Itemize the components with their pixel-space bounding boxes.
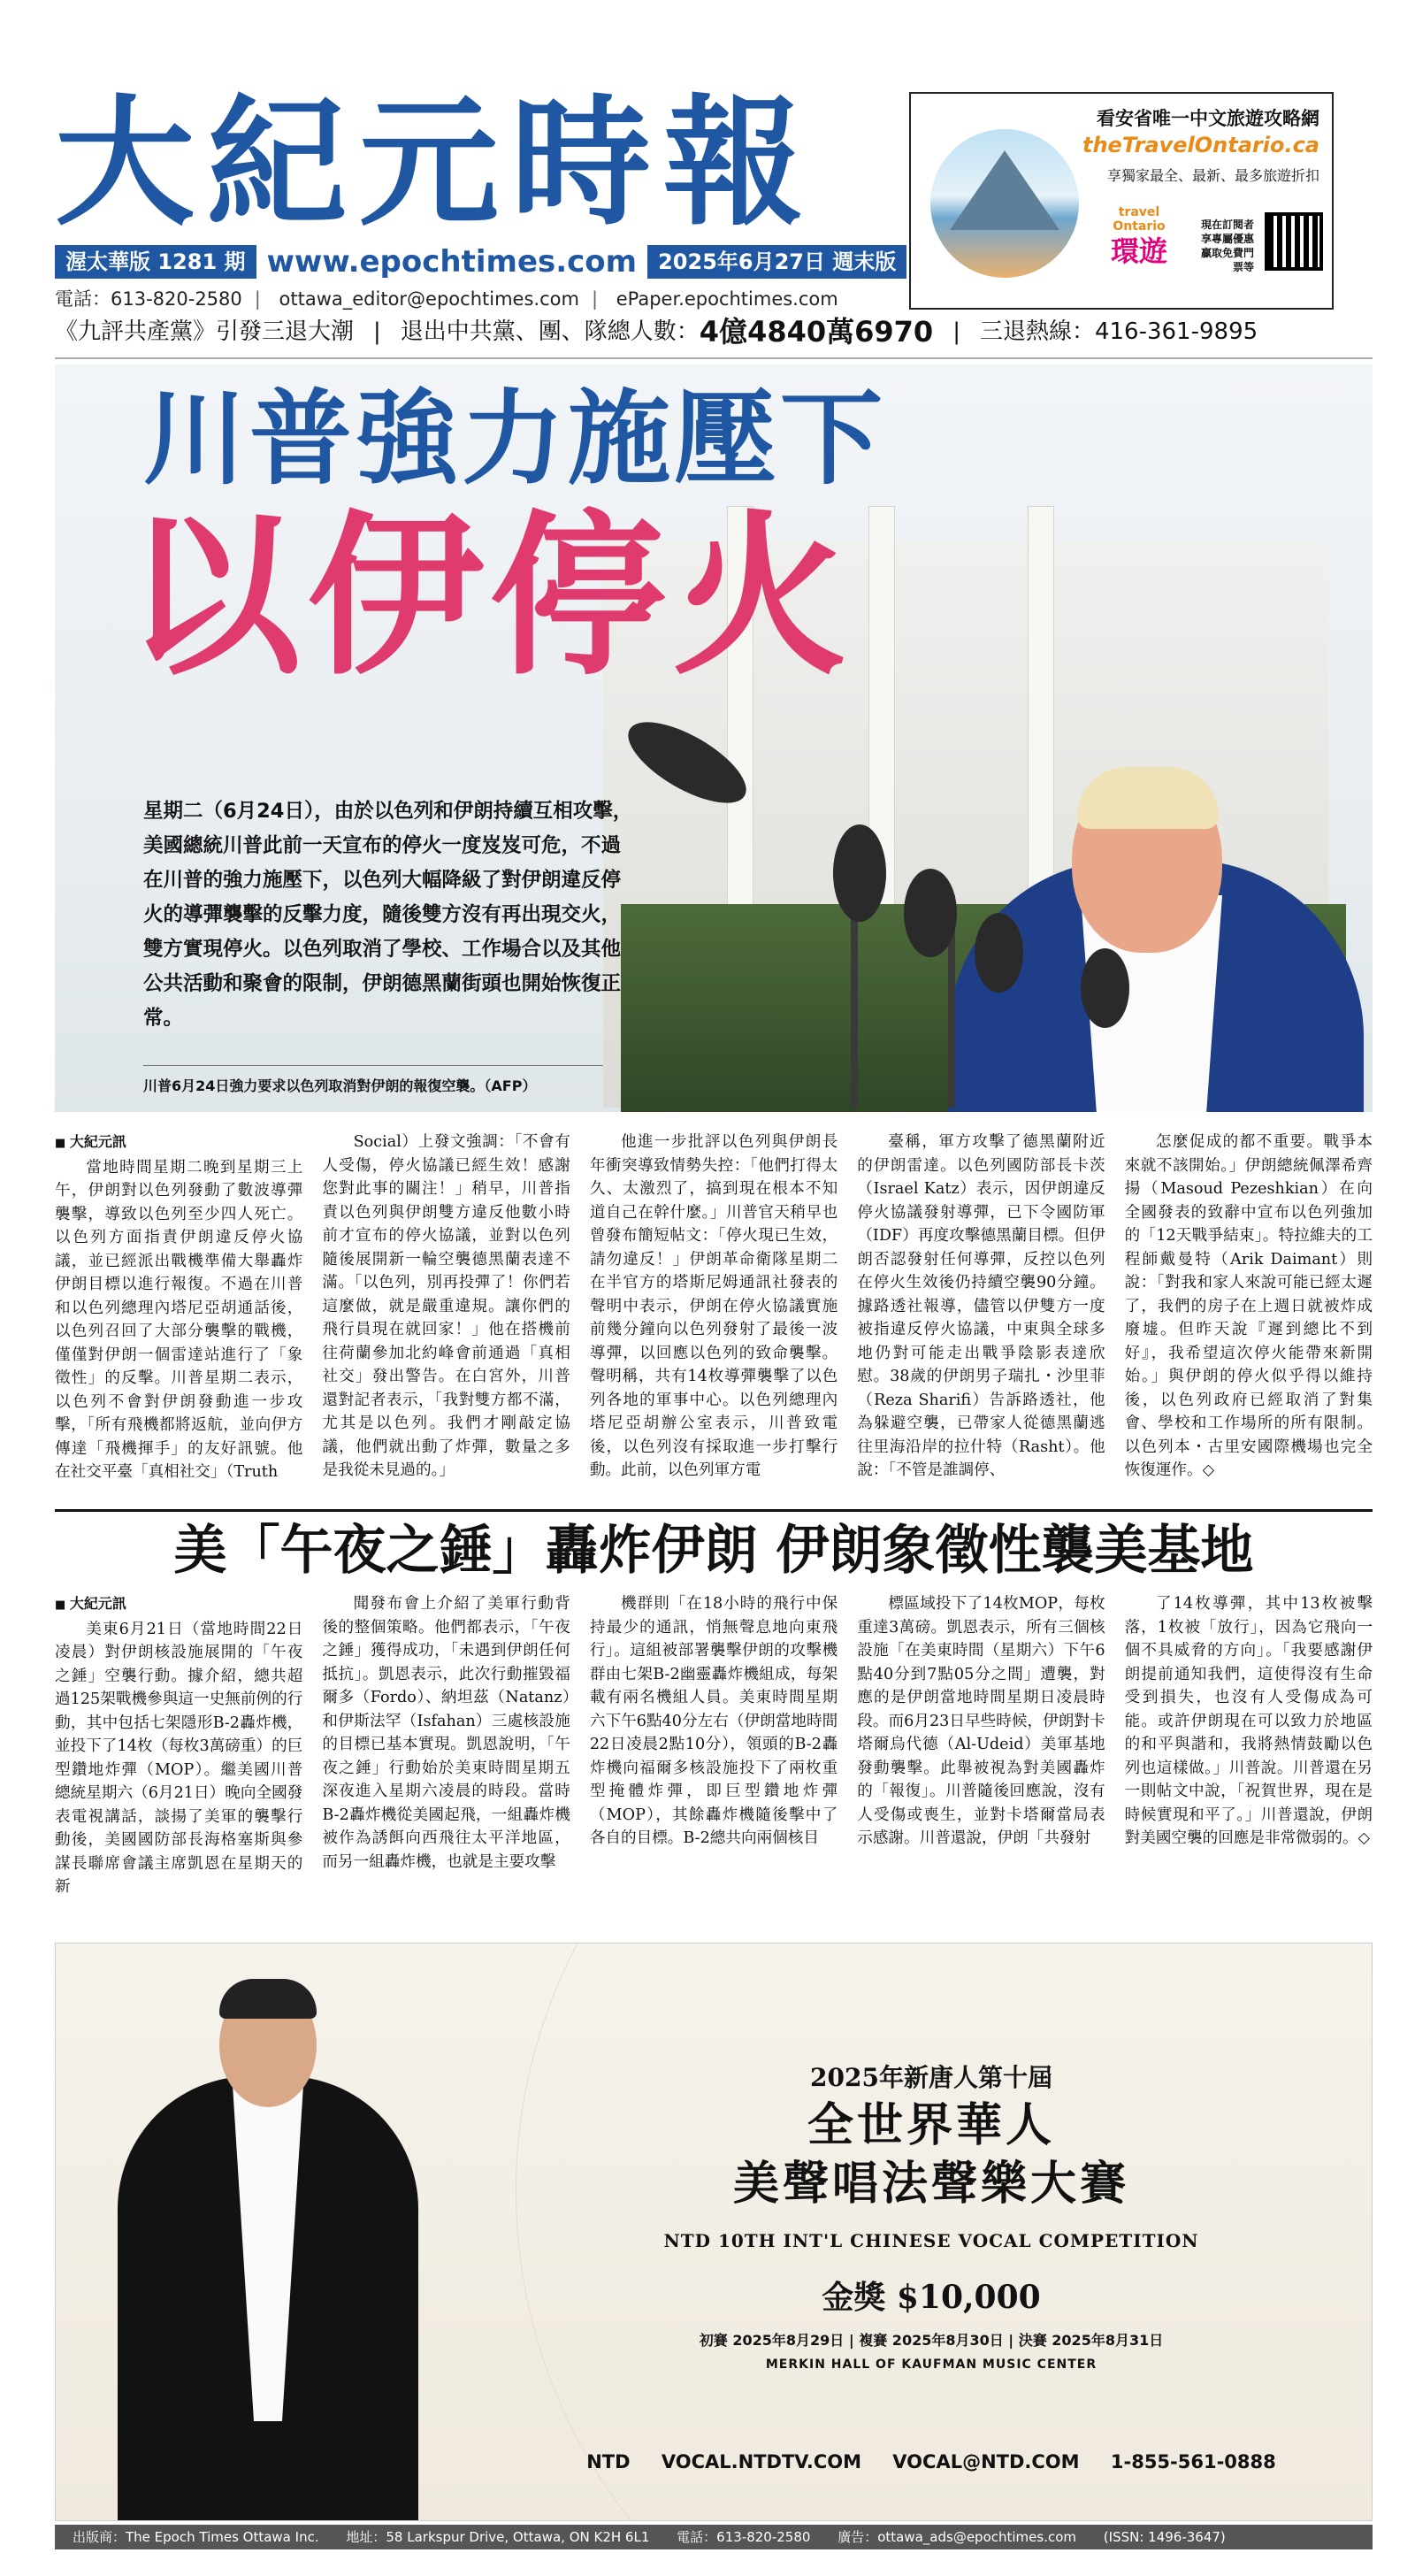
contact-email[interactable]: ottawa_editor@epochtimes.com: [279, 288, 579, 310]
divider: [55, 1509, 1373, 1512]
footer-issn: (ISSN: 1496-3647): [1103, 2529, 1226, 2545]
masthead-info-bar: [55, 244, 897, 280]
vocal-competition-ad[interactable]: [55, 1943, 1373, 2521]
contact-epaper[interactable]: ePaper.epochtimes.com: [616, 288, 838, 310]
ad-site-link[interactable]: theTravelOntario.ca: [1082, 133, 1319, 157]
lede-paragraph: 星期二（6月24日），由於以色列和伊朗持續互相攻擊，美國總統川普此前一天宣布的停火一度岌岌可危，不過在川普的強力施壓下，以色列大幅降級了對伊朗違反停火的導彈襲擊的反擊力度，隨後雙方沒有再出現交火，雙方實現停火。以色列取消了學校、工作場合以及其他公共活動和聚會的限制，伊朗德黑蘭街頭也開始恢復正常。: [143, 800, 633, 1030]
article-2-column-4: 標區域投下了14枚MOP，每枚重達3萬磅。凱恩表示，所有三個核設施「在美東時間（星期六）下午6點40分到7點05分之間」遭襲，對應的是伊朗當地時間星期日凌晨時段。而6月23日早些時候，伊朗對卡塔爾烏代德（Al-Udeid）美軍基地發動襲擊。此舉被視為對美國轟炸的「報復」。川普隨後回應說，沒有人受傷或喪生，並對卡塔爾當局表示感謝。川普還說，伊朗「共發射: [857, 1595, 1105, 1847]
hotline: 三退熱線：416-361-9895: [979, 318, 1258, 345]
ad-headline: 看安省唯一中文旅遊攻略網: [1097, 108, 1319, 129]
ad-prize: 金獎 $10,000: [822, 2279, 1041, 2316]
headline-line-2: 以伊停火: [126, 494, 854, 699]
microphone-icon: [904, 869, 957, 957]
qr-code-icon[interactable]: [1265, 212, 1323, 271]
byline: ■ 大紀元訊: [55, 1592, 302, 1618]
ad-website[interactable]: VOCAL.NTDTV.COM: [661, 2451, 861, 2472]
tagline-bar: 《九評共產黨》引發三退大潮 | 退出中共黨、團、隊總人數： 4億4840萬6970 | 三退熱線：416-361-9895: [55, 315, 1258, 349]
footer-bar: [55, 2525, 1373, 2549]
microphone-icon: [833, 824, 886, 922]
ntd-logo: NTD: [586, 2451, 631, 2472]
website-link[interactable]: www.epochtimes.com: [266, 244, 638, 280]
ad-subtext: 享獨家最全、最新、最多旅遊折扣: [1106, 167, 1319, 184]
paragraph: 當地時間星期二晚到星期三上午，伊朗對以色列發動了數波導彈襲擊，導致以色列至少四人死亡。以色列方面指責伊朗違反停火協議，並已經派出戰機準備大舉轟炸伊朗目標以進行報復。不過在川普和以色列總理內塔尼亞胡通話後，以色列召回了大部分襲擊的戰機，僅僅對伊朗一個雷達站進行了「象徵性」的反擊。川普星期二表示，以色列不會對伊朗發動進一步攻擊，「所有飛機都將返航，並向伊方傳達「飛機揮手」的友好訊號。他在社交平臺「真相社交」（Truth: [55, 1158, 303, 1481]
article-2-column-5: 了14枚導彈，其中13枚被擊落，1枚被「放行」，因為它飛向一個不具威脅的方向」。「我要感謝伊朗提前通知我們，這使得沒有生命受到損失，也沒有人受傷成為可能。或許伊朗現在可以致力於地區的和平與諧和，我將熱情鼓勵以色列也這樣做。」川普說。川普還在另一則帖文中說，「祝賀世界，現在是時候實現和平了。」川普還說，伊朗對美國空襲的回應是非常微弱的。◇: [1124, 1595, 1373, 1847]
ad-dates: 初賽 2025年8月29日 | 複賽 2025年8月30日 | 決賽 2025年8月31日: [699, 2332, 1164, 2349]
ad-venue: MERKIN HALL OF KAUFMAN MUSIC CENTER: [765, 2358, 1098, 2372]
paragraph: 美東6月21日（當地時間22日凌晨）對伊朗核設施展開的「午夜之錘」空襲行動。據介紹，總共超過125架戰機參與這一史無前例的行動，其中包括七架隱形B-2轟炸機，並投下了14枚（每枚3萬磅重）的巨型鑽地炸彈（MOP）。繼美國川普總統星期六（6月21日）晚向全國發表電視講話，談揚了美軍的襲擊行動後，美國國防部長海格塞斯與參謀長聯席會議主席凱恩在星期天的新: [55, 1620, 303, 1896]
ad-year-line: 2025年新唐人第十屆: [810, 2063, 1052, 2092]
travel-ontario-logo: travel Ontario 環遊: [1110, 205, 1167, 268]
article-1-column-1: [55, 1131, 302, 1513]
divider: [55, 357, 1373, 359]
headline-line-1: 川普強力施壓下: [143, 380, 886, 499]
article-2-column-3: 機群則「在18小時的飛行中保持最少的通訊，悄無聲息地向東飛行」。這組被部署襲擊伊朗的攻擊機群由七架B-2幽靈轟炸機組成，每架載有兩名機組人員。美東時間星期六下午6點40分左右（伊朗當地時間22日凌晨2點10分），領頭的B-2轟炸機向福爾多核設施投下了兩枚重型掩體炸彈，即巨型鑽地炸彈（MOP），其餘轟炸機隨後擊中了各自的目標。B-2總共向兩個核目: [589, 1595, 838, 1847]
microphone-icon: [975, 913, 1023, 993]
qr-caption: 現在訂閱者享專屬優惠 贏取免費門票等: [1200, 218, 1254, 273]
singer-hair: [219, 1979, 317, 2019]
footer-ads-email[interactable]: 廣告：ottawa_ads@epochtimes.com: [838, 2529, 1077, 2545]
quit-count: 4億4840萬6970: [699, 315, 934, 349]
ad-phone: 1-855-561-0888: [1110, 2451, 1276, 2472]
photo-caption: 川普6月24日強力要求以色列取消對伊朗的報復空襲。（AFP）: [143, 1065, 603, 1095]
edition-badge: 渥太華版 1281 期: [55, 245, 256, 279]
mountain-icon: [950, 150, 1059, 230]
tagline-count-label: 退出中共黨、團、隊總人數：: [400, 318, 700, 345]
byline: ■ 大紀元訊: [55, 1131, 302, 1156]
masthead-title: 大紀元時報: [55, 82, 815, 245]
travel-ontario-ad[interactable]: [909, 92, 1334, 310]
article-1-column-2: Social）上發文強調：「不會有人受傷，停火協議已經生效！感謝您對此事的關注！」稍早，川普指責以色列與伊朗雙方違反他數小時前才宣布的停火協議，並對以色列隨後展開新一輪空襲德黑蘭表達不滿。「以色列，別再投彈了！你們若這麼做，就是嚴重違規。讓你們的飛行員現在就回家！」他在搭機前往荷蘭參加北約峰會前通過「真相社交」發出警告。在白宮外，川普還對記者表示，「我對雙方都不滿，尤其是以色列。我們才剛敲定協議，他們就出動了炸彈，數量之多是我從未見過的。」: [322, 1133, 570, 1479]
footer-address: 地址：58 Larkspur Drive, Ottawa, ON K2H 6L1: [346, 2529, 650, 2545]
article-2-column-2: 聞發布會上介紹了美軍行動背後的整個策略。他們都表示，「午夜之錘」獲得成功，「未遇到伊朗任何抵抗」。凱恩表示，此次行動摧毀福爾多（Fordo）、納坦茲（Natanz）和伊斯法罕（Isfahan）三處核設施的目標已基本實現。凱恩說明，「午夜之錘」行動始於美東時間星期五深夜進入星期六凌晨的時段。當時B-2轟炸機從美國起飛，一組轟炸機被作為誘餌向西飛往太平洋地區，而另一組轟炸機，也就是主要攻擊: [322, 1595, 570, 1871]
contact-line: 電話：613-820-2580 | ottawa_editor@epochtimes.com | ePaper.epochtimes.com: [55, 288, 838, 310]
contact-phone: 電話：613-820-2580: [55, 288, 242, 310]
article-1-column-4: 臺稱，軍方攻擊了德黑蘭附近的伊朗雷達。以色列國防部長卡茨（Israel Katz）表示，因伊朗違反停火協議發射導彈，已下令國防軍（IDF）再度攻擊德黑蘭目標。但伊朗否認發射任何導彈，反控以色列在停火生效後仍持續空襲90分鐘。據路透社報導，儘管以伊雙方一度被指違反停火協議，中東與全球多地仍對可能走出戰爭陰影表達欣慰。38歲的伊朗男子瑞扎・沙里菲（Reza Sharifi）告訴路透社，他為躲避空襲，已帶家人從德黑蘭逃往里海沿岸的拉什特（Rasht）。他說：「不管是誰調停、: [857, 1133, 1105, 1479]
tagline-left: 《九評共產黨》引發三退大潮: [55, 318, 355, 345]
footer-publisher: 出版商：The Epoch Times Ottawa Inc.: [73, 2529, 319, 2545]
issue-date: 2025年6月27日 週末版: [647, 245, 906, 279]
article-2-column-1: [55, 1592, 302, 1936]
ad-contact-row: [498, 2451, 1365, 2472]
microphone-icon: [1081, 948, 1129, 1028]
ad-email[interactable]: VOCAL@NTD.COM: [892, 2451, 1080, 2472]
article-2: [55, 1592, 1373, 1936]
hero-section: [55, 364, 1373, 1112]
article-1-column-3: 他進一步批評以色列與伊朗長年衝突導致情勢失控：「他們打得太久、太激烈了，搞到現在根本不知道自己在幹什麼。」川普官天稍早也曾發布簡短帖文：「停火現已生效，請勿違反！」伊朗革命衛隊星期二在半官方的塔斯尼姆通訊社發表的聲明中表示，伊朗在停火協議實施前幾分鐘向以色列發射了最後一波導彈，以回應以色列的致命襲擊。聲明稱，共有14枚導彈襲擊了以色列各地的軍事中心。以色列總理內塔尼亞胡辦公室表示，川普致電後，以色列沒有採取進一步打擊行動。此前，以色列軍方電: [589, 1133, 838, 1479]
article-1: [55, 1131, 1373, 1513]
ad-title-1: 全世界華人: [807, 2098, 1055, 2152]
footer-phone: 電話：613-820-2580: [677, 2529, 811, 2545]
speaker-hair: [1077, 767, 1219, 829]
ad-english-title: NTD 10TH INT'L CHINESE VOCAL COMPETITION: [663, 2230, 1199, 2251]
secondary-headline: 美「午夜之錘」轟炸伊朗 伊朗象徵性襲美基地: [173, 1520, 1254, 1582]
ad-title-2: 美聲唱法聲樂大賽: [732, 2157, 1129, 2211]
article-1-column-5: 怎麼促成的都不重要。戰爭本來就不該開始。」伊朗總統佩澤希齊揚（Masoud Pezeshkian）在向全國發表的致辭中宣布以色列強加的「12天戰爭結束」。特拉維夫的工程師戴曼特（Arik Daimant）則說：「對我和家人來說可能已經太遲了，我們的房子在上週日就被炸成廢墟。但昨天說『遲到總比不到好』，我希望這次停火能帶來新開始。」與伊朗的停火似乎得以維持後，以色列政府已經取消了對集會、學校和工作場所的所有限制。以色列本・古里安國際機場也完全恢復運作。◇: [1124, 1133, 1373, 1479]
